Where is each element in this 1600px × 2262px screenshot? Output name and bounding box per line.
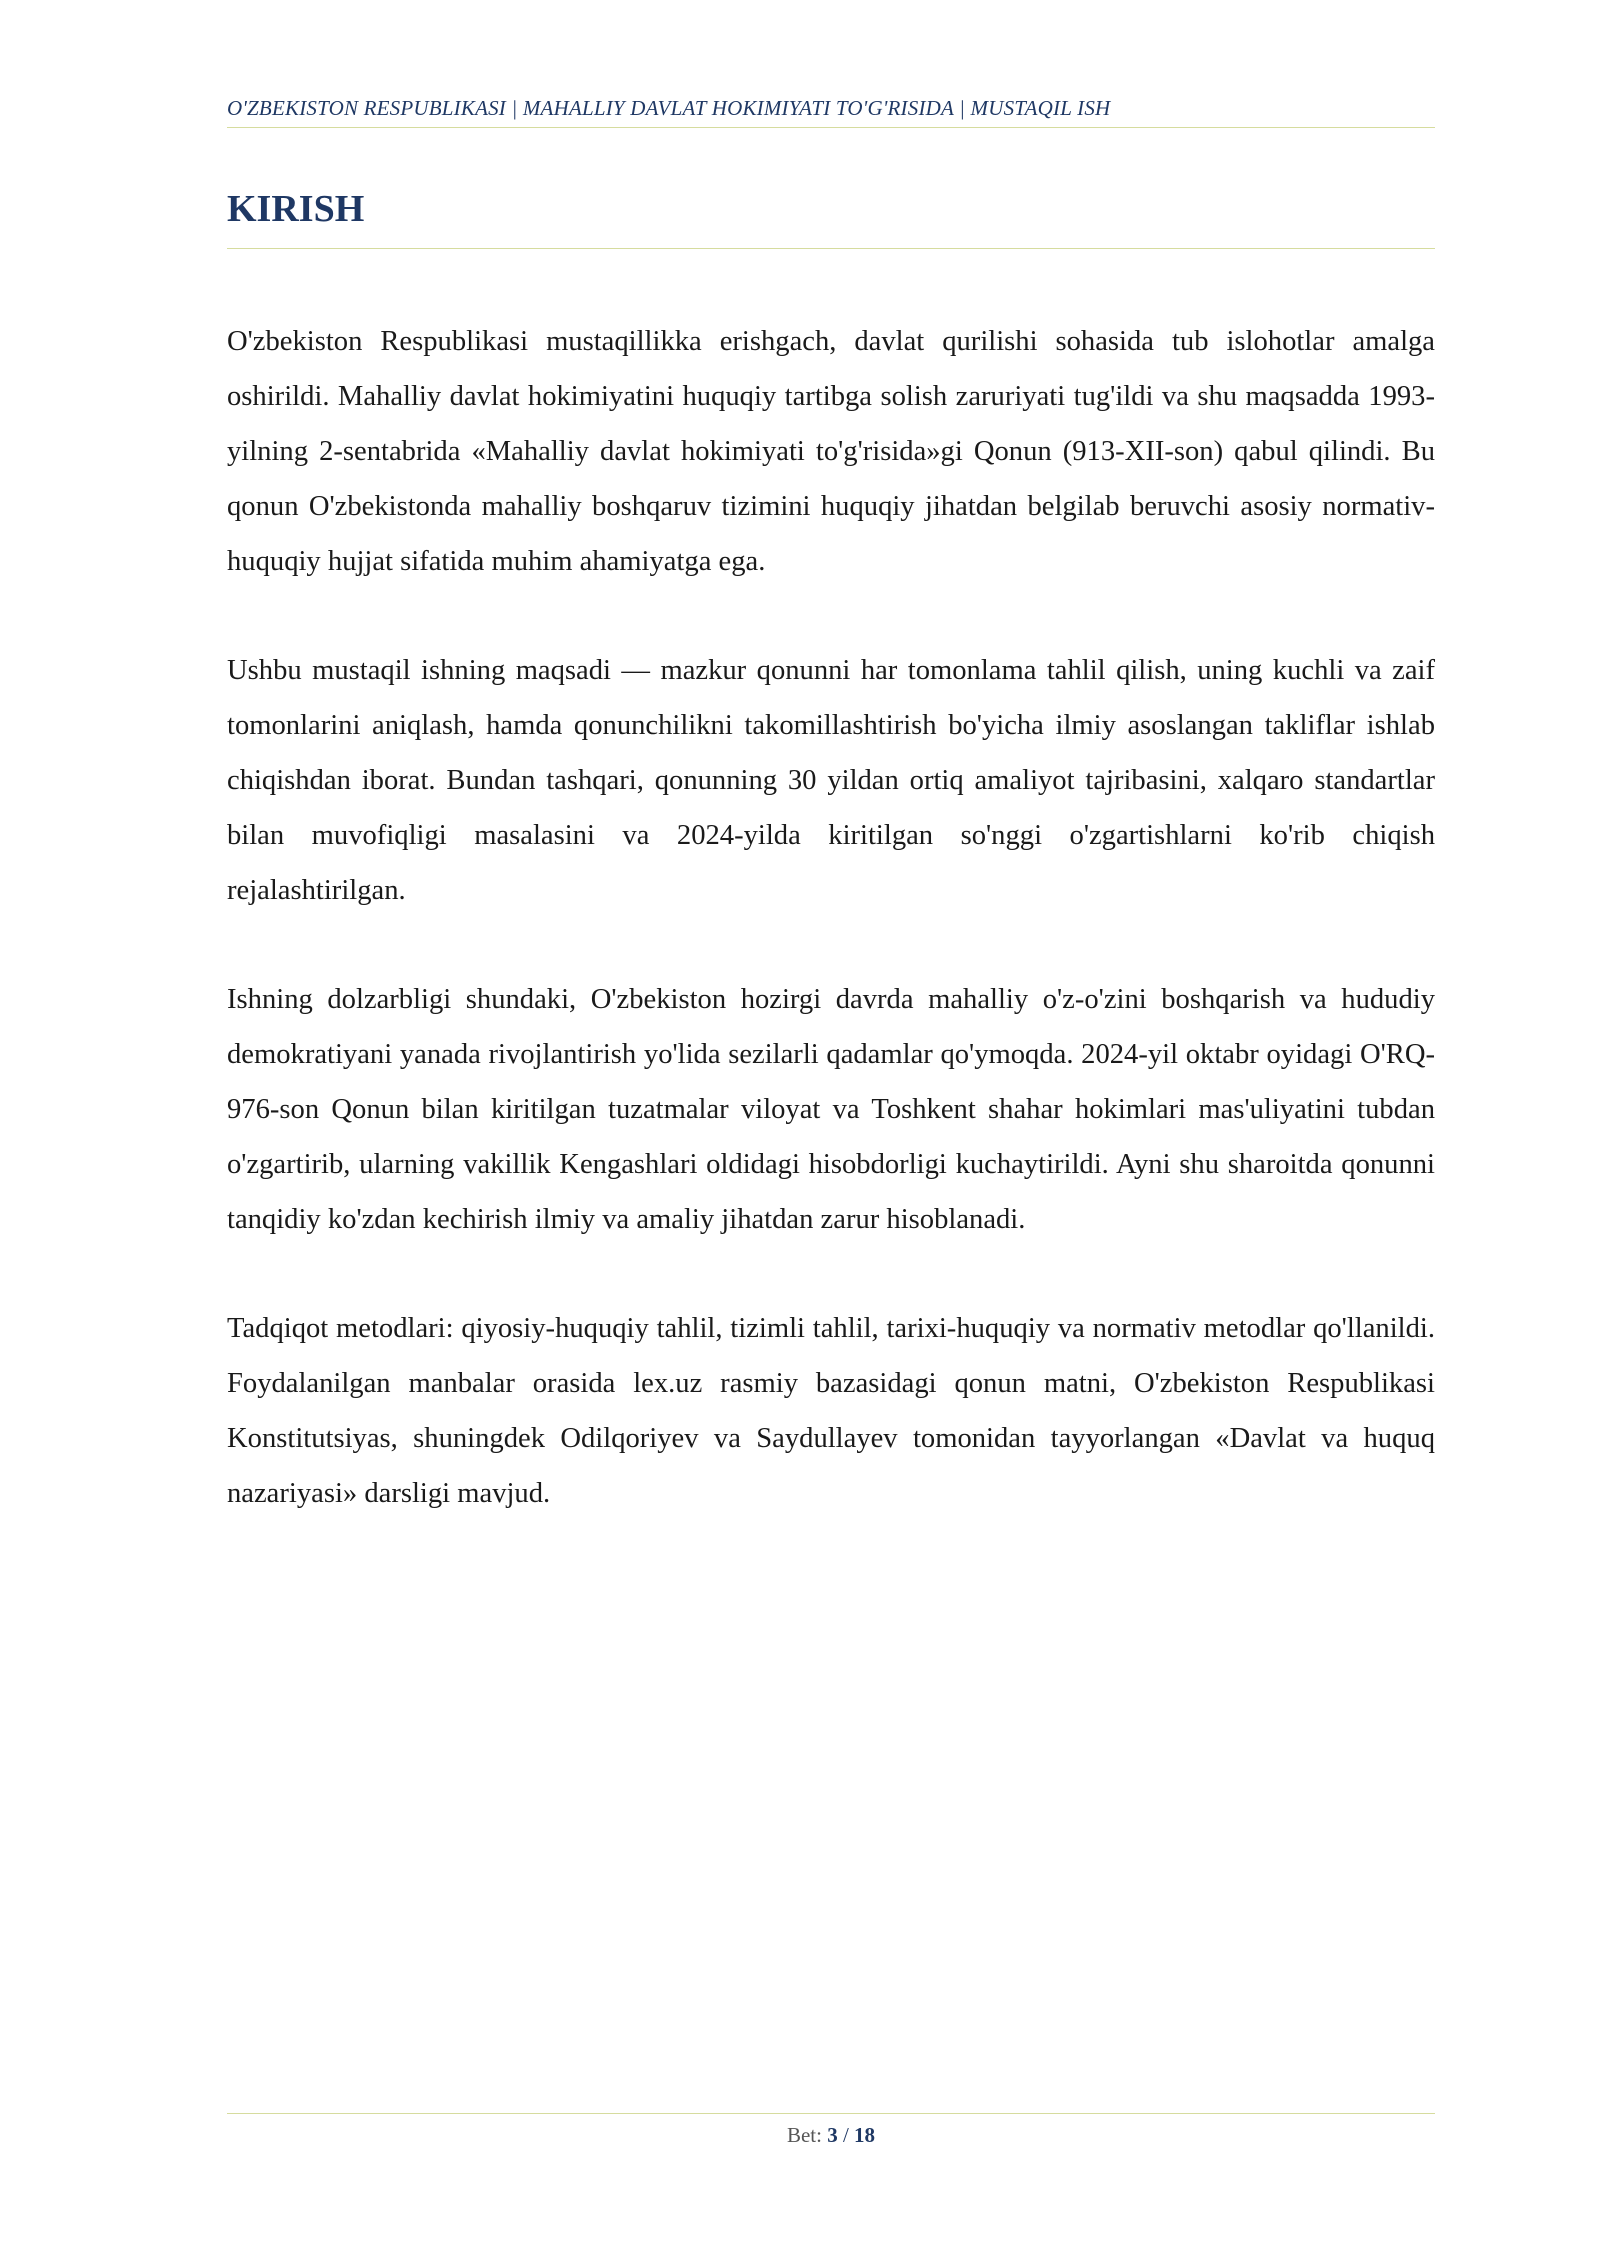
paragraph: Ishning dolzarbligi shundaki, O'zbekiston hozirgi davrda mahalliy o'z-o'zini boshqarish va hududiy demokratiyani yanada rivojlantirish yo'lida sezilarli qadamlar qo'ymoqda. 2024-yil oktabr oyidagi O'RQ-976-son Qonun bilan kiritilgan tuzatmalar viloyat va Toshkent shahar hokimlari mas'uliyatini tubdan o'zgartirib, ularning vakillik Kengashlari oldidagi hisobdorligi kuchaytirildi. Ayni shu sharoitda qonunni tanqidiy ko'zdan kechirish ilmiy va amaliy jihatdan zarur hisoblanadi.	[227, 984, 1435, 1235]
paragraph: Ushbu mustaqil ishning maqsadi — mazkur qonunni har tomonlama tahlil qilish, uning kuchli va zaif tomonlarini aniqlash, hamda qonunchilikni takomillashtirish bo'yicha ilmiy asoslangan takliflar ishlab chiqishdan iborat. Bundan tashqari, qonunning 30 yildan ortiq amaliyot tajribasini, xalqaro standartlar bilan muvofiqligi masalasini va 2024-yilda kiritilgan so'nggi o'zgartishlarni ko'rib chiqish rejalashtirilgan.	[227, 655, 1435, 906]
paragraph: Tadqiqot metodlari: qiyosiy-huquqiy tahlil, tizimli tahlil, tarixi-huquqiy va normativ metodlar qo'llanildi. Foydalanilgan manbalar orasida lex.uz rasmiy bazasidagi qonun matni, O'zbekiston Respublikasi Konstitutsiyas, shuningdek Odilqoriyev va Saydullayev tomonidan tayyorlangan «Davlat va huquq nazariyasi» darsligi mavjud.	[227, 1313, 1435, 1509]
running-header: O'ZBEKISTON RESPUBLIKASI | MAHALLIY DAVLAT HOKIMIYATI TO'G'RISIDA | MUSTAQIL ISH	[227, 96, 1111, 120]
page-number	[227, 2123, 1435, 2148]
header-divider	[227, 127, 1435, 128]
body-text	[227, 314, 1435, 1575]
section-title: KIRISH	[227, 188, 365, 230]
page-separator: /	[842, 2123, 849, 2147]
paragraph: O'zbekiston Respublikasi mustaqillikka erishgach, davlat qurilishi sohasida tub islohotlar amalga oshirildi. Mahalliy davlat hokimiyatini huquqiy tartibga solish zaruriyati tug'ildi va shu maqsadda 1993-yilning 2-sentabrida «Mahalliy davlat hokimiyati to'g'risida»gi Qonun (913-XII-son) qabul qilindi. Bu qonun O'zbekistonda mahalliy boshqaruv tizimini huquqiy jihatdan belgilab beruvchi asosiy normativ-huquqiy hujjat sifatida muhim ahamiyatga ega.	[227, 326, 1435, 577]
page-number-label: Bet:	[786, 2123, 822, 2147]
current-page: 3	[827, 2123, 838, 2147]
total-pages: 18	[854, 2123, 876, 2147]
footer-divider	[227, 2113, 1435, 2114]
title-divider	[227, 248, 1435, 249]
